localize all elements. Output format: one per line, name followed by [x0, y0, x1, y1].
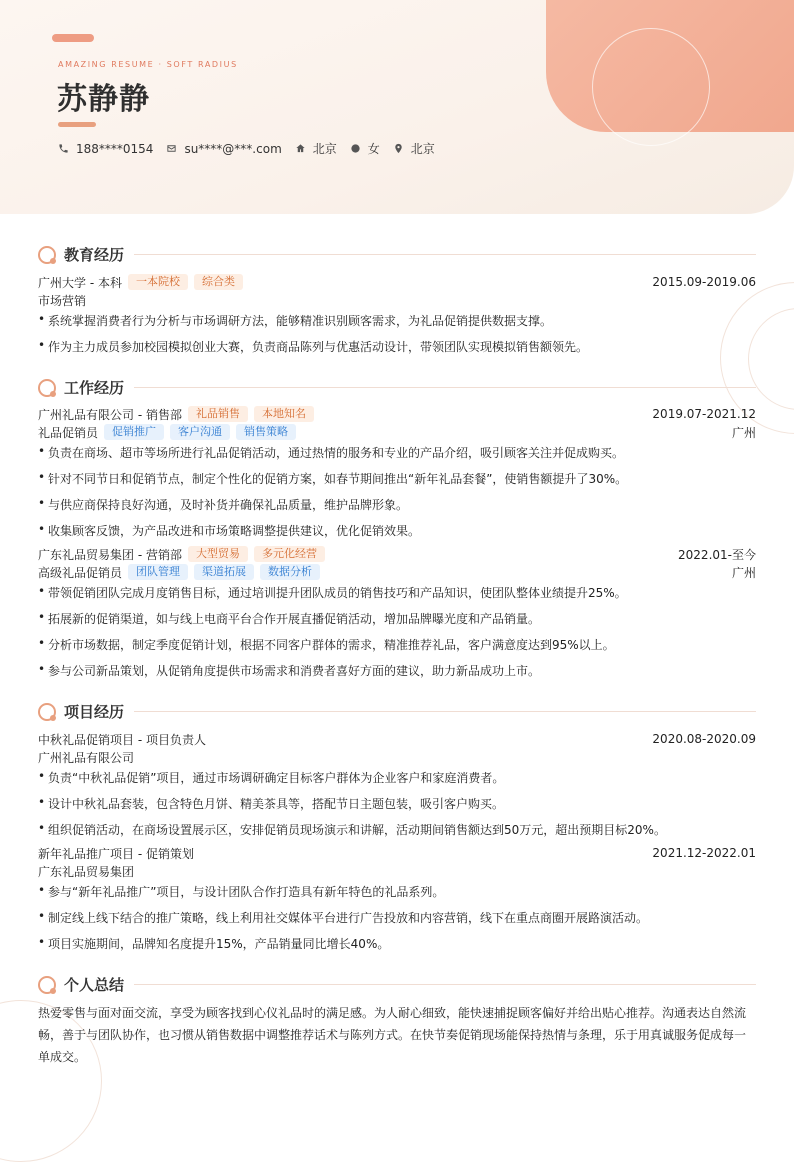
contact-home-text: 北京 — [312, 142, 337, 156]
section-summary — [38, 974, 756, 995]
job-city: 广州 — [731, 425, 756, 440]
project-org: 广东礼品贸易集团 — [38, 864, 135, 879]
school-tag: 综合类 — [194, 274, 243, 290]
decorative-ring — [592, 28, 710, 146]
education-row — [38, 273, 756, 291]
list-item: • 参与公司新品策划，从促销角度提供市场需求和消费者喜好方面的建议，助力新品成功上市。 — [38, 662, 756, 679]
contact-gender — [350, 140, 380, 157]
company-tag: 本地知名 — [254, 406, 314, 422]
role-tag: 数据分析 — [260, 564, 320, 580]
section-title: 工作经历 — [64, 379, 125, 397]
section-title: 个人总结 — [64, 976, 125, 994]
resume-eyebrow: AMAZING RESUME · SOFT RADIUS — [58, 60, 238, 69]
job-role-row — [38, 563, 756, 581]
section-icon — [38, 379, 56, 397]
section-divider — [134, 254, 756, 255]
project-date: 2021.12-2022.01 — [652, 846, 756, 860]
role-tag: 销售策略 — [236, 424, 296, 440]
contact-list — [58, 140, 448, 157]
project-org-row — [38, 748, 756, 766]
list-item: • 拓展新的促销渠道，如与线上电商平台合作开展直播促销活动，增加品牌曝光度和产品销量。 — [38, 610, 756, 627]
section-icon — [38, 976, 56, 994]
phone-icon — [58, 143, 69, 154]
list-item: • 作为主力成员参加校园模拟创业大赛，负责商品陈列与优惠活动设计，带领团队实现模拟销售额领先。 — [38, 338, 756, 355]
contact-phone-text: 188****0154 — [76, 141, 154, 156]
list-item: • 收集顾客反馈，为产品改进和市场策略调整提供建议，优化促销效果。 — [38, 522, 756, 539]
home-icon — [295, 143, 306, 154]
contact-phone — [58, 142, 153, 156]
list-item: • 分析市场数据，制定季度促销计划，根据不同客户群体的需求，精准推荐礼品，客户满意度达到95%以上。 — [38, 636, 756, 653]
major-row — [38, 291, 756, 309]
project-header — [38, 844, 756, 862]
section-education — [38, 244, 756, 265]
list-item: • 与供应商保持良好沟通，及时补货并确保礼品质量，维护品牌形象。 — [38, 496, 756, 513]
project-name: 新年礼品推广项目 - 促销策划 — [38, 846, 194, 861]
section-divider — [134, 711, 756, 712]
list-item: • 针对不同节日和促销节点，制定个性化的促销方案，如春节期间推出“新年礼品套餐”，使销售额提升了30%。 — [38, 470, 756, 487]
job-company: 广东礼品贸易集团 - 营销部 — [38, 547, 182, 562]
role-tag: 促销推广 — [104, 424, 164, 440]
role-tag: 团队管理 — [128, 564, 188, 580]
section-divider — [134, 984, 756, 985]
education-date: 2015.09-2019.06 — [652, 275, 756, 289]
list-item: • 负责在商场、超市等场所进行礼品促销活动，通过热情的服务和专业的产品介绍，吸引顾客关注并促成购买。 — [38, 444, 756, 461]
project-header — [38, 730, 756, 748]
role-tag: 客户沟通 — [170, 424, 230, 440]
list-item: • 负责“中秋礼品促销”项目，通过市场调研确定目标客户群体为企业客户和家庭消费者。 — [38, 769, 756, 786]
job-company: 广州礼品有限公司 - 销售部 — [38, 407, 182, 422]
list-item: • 项目实施期间，品牌知名度提升15%，产品销量同比增长40%。 — [38, 935, 756, 952]
location-icon — [393, 143, 404, 154]
accent-bar — [52, 34, 94, 42]
candidate-name: 苏静静 — [57, 82, 150, 117]
summary-text: 热爱零售与面对面交流，享受为顾客找到心仪礼品时的满足感。为人耐心细致，能快速捕捉顾客偏好并给出贴心推荐。沟通表达自然流畅，善于与团队协作，也习惯从销售数据中调整推荐话术与陈列方式。在快节奏促销现场能保持热情与条理，乐于用真诚服务促成每一单成交。 — [38, 1006, 747, 1064]
contact-gender-text: 女 — [367, 142, 380, 156]
section-title: 教育经历 — [64, 246, 125, 264]
job-header — [38, 405, 756, 423]
job-role: 高级礼品促销员 — [38, 565, 123, 580]
section-icon — [38, 246, 56, 264]
contact-location-text: 北京 — [410, 142, 435, 156]
section-divider — [134, 387, 756, 388]
role-tag: 渠道拓展 — [194, 564, 254, 580]
school-name: 广州大学 - 本科 — [38, 275, 122, 290]
project-org-row — [38, 862, 756, 880]
job-role: 礼品促销员 — [38, 425, 99, 440]
project-date: 2020.08-2020.09 — [652, 732, 756, 746]
contact-home — [295, 140, 337, 157]
major: 市场营销 — [38, 293, 87, 308]
list-item: • 组织促销活动，在商场设置展示区，安排促销员现场演示和讲解，活动期间销售额达到50万元，超出预期目标20%。 — [38, 821, 756, 838]
list-item: • 系统掌握消费者行为分析与市场调研方法，能够精准识别顾客需求，为礼品促销提供数据支撑。 — [38, 312, 756, 329]
email-icon — [166, 143, 177, 154]
job-city: 广州 — [731, 565, 756, 580]
section-icon — [38, 703, 56, 721]
job-header — [38, 545, 756, 563]
company-tag: 多元化经营 — [254, 546, 325, 562]
section-title: 项目经历 — [64, 703, 125, 721]
job-role-row — [38, 423, 756, 441]
list-item: • 设计中秋礼品套装，包含特色月饼、精美茶具等，搭配节日主题包装，吸引客户购买。 — [38, 795, 756, 812]
section-work — [38, 377, 756, 398]
company-tag: 大型贸易 — [188, 546, 248, 562]
section-projects — [38, 701, 756, 722]
resume-header — [0, 0, 794, 214]
contact-location — [393, 140, 435, 157]
project-org: 广州礼品有限公司 — [38, 750, 135, 765]
contact-email-text: su****@***.com — [184, 141, 282, 156]
list-item: • 制定线上线下结合的推广策略，线上利用社交媒体平台进行广告投放和内容营销，线下在重点商圈开展路演活动。 — [38, 909, 756, 926]
name-underline — [58, 122, 96, 127]
company-tag: 礼品销售 — [188, 406, 248, 422]
job-date: 2022.01-至今 — [678, 547, 756, 562]
gender-icon — [350, 143, 361, 154]
job-date: 2019.07-2021.12 — [652, 407, 756, 421]
project-name: 中秋礼品促销项目 - 项目负责人 — [38, 732, 206, 747]
list-item: • 参与“新年礼品推广”项目，与设计团队合作打造具有新年特色的礼品系列。 — [38, 883, 756, 900]
list-item: • 带领促销团队完成月度销售目标，通过培训提升团队成员的销售技巧和产品知识，使团队整体业绩提升25%。 — [38, 584, 756, 601]
contact-email — [166, 142, 281, 156]
school-tag: 一本院校 — [128, 274, 188, 290]
